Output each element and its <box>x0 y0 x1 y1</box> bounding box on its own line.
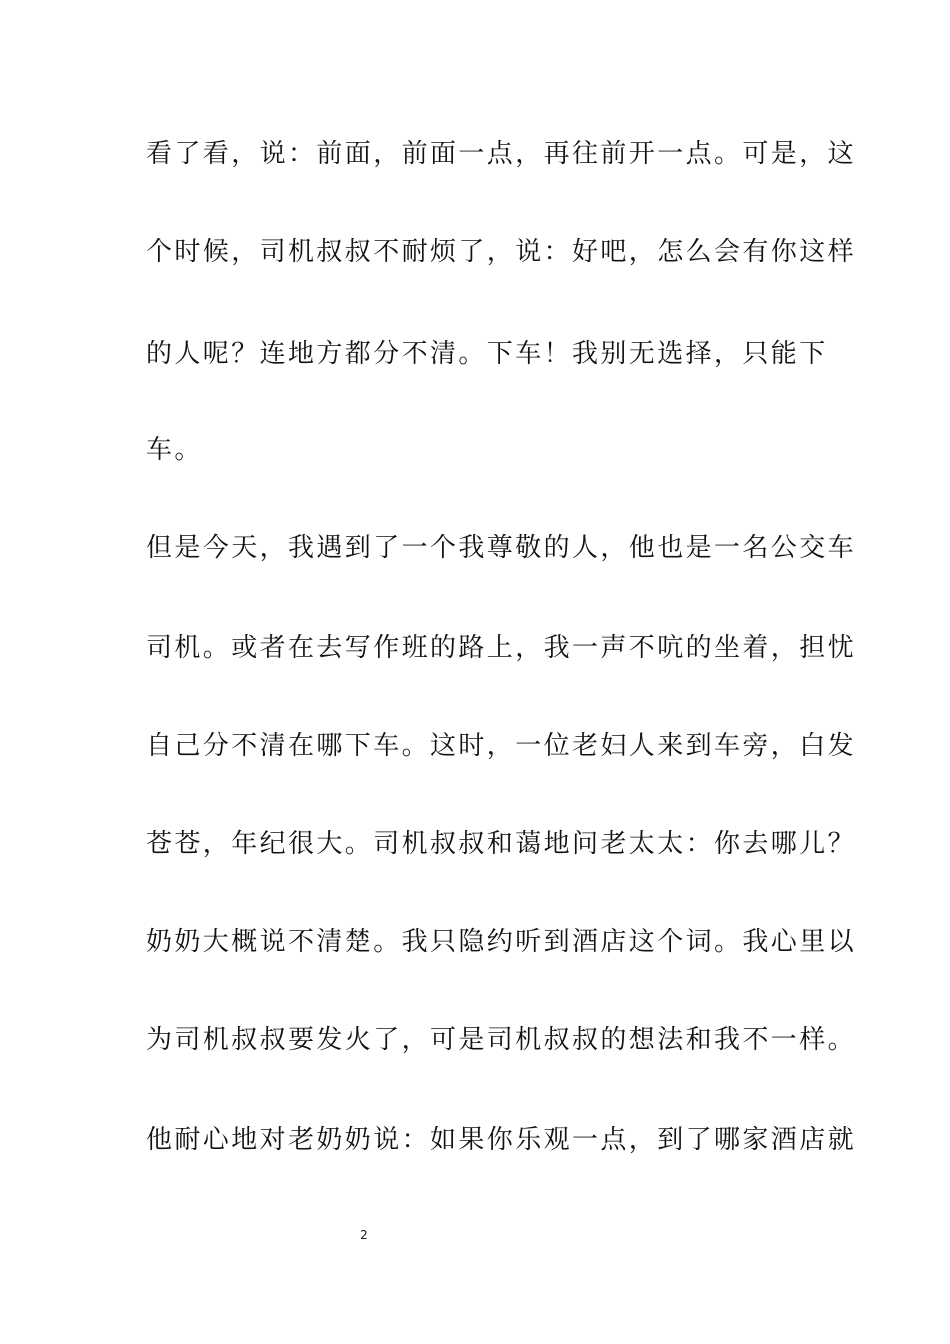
text-line-3: 的人呢？连地方都分不清。下车！我别无选择，只能下 <box>146 339 828 369</box>
text-line-9: 奶奶大概说不清楚。我只隐约听到酒店这个词。我心里以 <box>146 927 857 957</box>
text-line-5: 但是今天，我遇到了一个我尊敬的人，他也是一名公交车 <box>146 533 857 563</box>
text-line-8: 苍苍，年纪很大。司机叔叔和蔼地问老太太：你去哪儿？ <box>146 829 857 859</box>
text-line-11: 他耐心地对老奶奶说：如果你乐观一点，到了哪家酒店就 <box>146 1125 857 1155</box>
page-number: 2 <box>360 1228 368 1242</box>
text-line-10: 为司机叔叔要发火了，可是司机叔叔的想法和我不一样。 <box>146 1025 857 1055</box>
text-line-7: 自己分不清在哪下车。这时，一位老妇人来到车旁，白发 <box>146 731 857 761</box>
text-line-1: 看了看，说：前面，前面一点，再往前开一点。可是，这 <box>146 139 857 169</box>
text-line-6: 司机。或者在去写作班的路上，我一声不吭的坐着，担忧 <box>146 633 857 663</box>
text-line-4: 车。 <box>146 435 203 465</box>
text-line-2: 个时候，司机叔叔不耐烦了，说：好吧，怎么会有你这样 <box>146 237 857 267</box>
